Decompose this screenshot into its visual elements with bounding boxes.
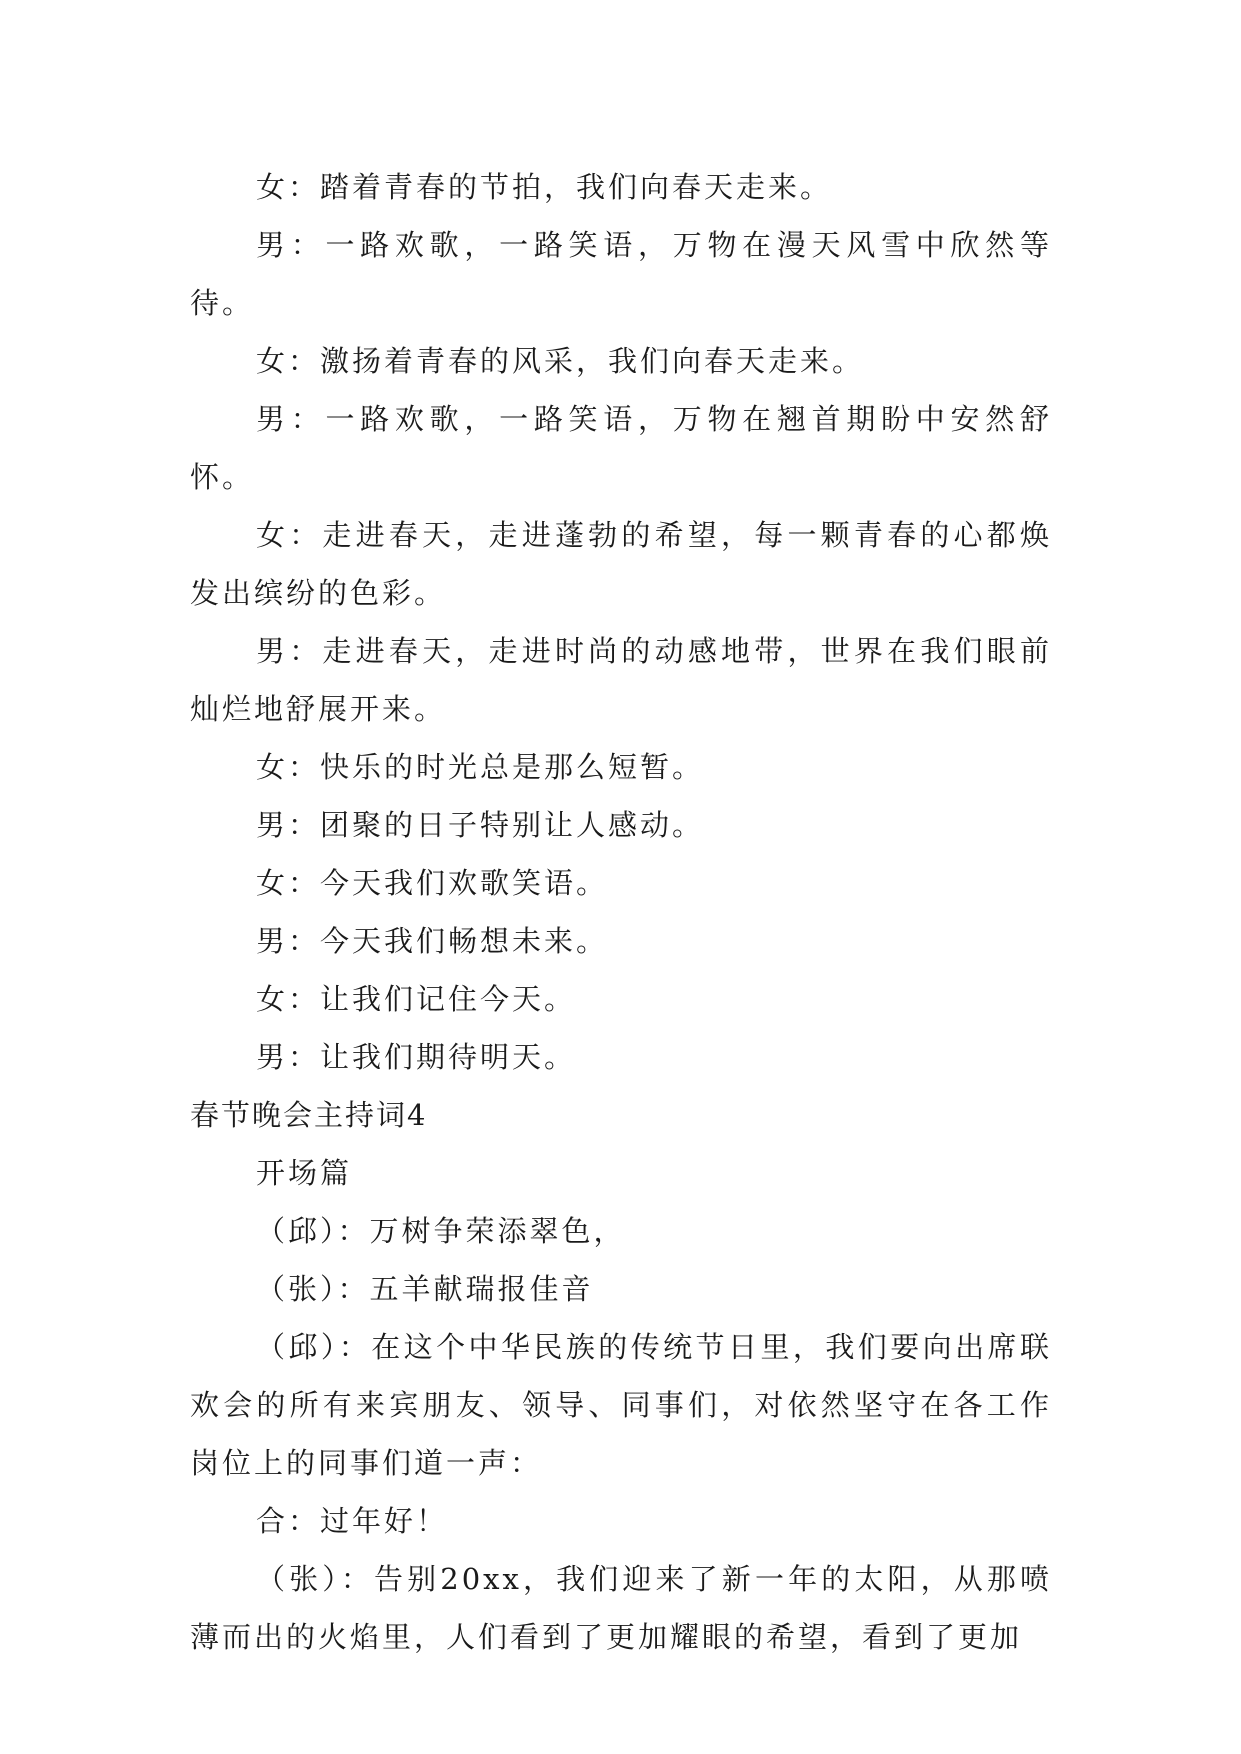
document-body xyxy=(190,158,1052,1666)
paragraph: 女：快乐的时光总是那么短暂。 xyxy=(256,750,705,784)
paragraph: 男：让我们期待明天。 xyxy=(256,1040,577,1074)
section-title: 春节晚会主持词4 xyxy=(190,1098,428,1132)
paragraph: 女：踏着青春的节拍，我们向春天走来。 xyxy=(256,170,833,204)
paragraph: （张）：五羊献瑞报佳音 xyxy=(256,1272,594,1306)
paragraph: （邱）：在这个中华民族的传统节日里，我们要向出席联欢会的所有来宾朋友、领导、同事们，对依然坚守在各工作岗位上的同事们道一声： xyxy=(190,1330,1052,1480)
paragraph: 合：过年好！ xyxy=(256,1504,449,1538)
paragraph: 女：走进春天，走进蓬勃的希望，每一颗青春的心都焕发出缤纷的色彩。 xyxy=(190,518,1052,610)
paragraph: 男：今天我们畅想未来。 xyxy=(256,924,609,958)
paragraph: 男：一路欢歌，一路笑语，万物在漫天风雪中欣然等待。 xyxy=(190,228,1052,320)
paragraph: 男：一路欢歌，一路笑语，万物在翘首期盼中安然舒怀。 xyxy=(190,402,1052,494)
paragraph: 女：让我们记住今天。 xyxy=(256,982,577,1016)
paragraph: 女：激扬着青春的风采，我们向春天走来。 xyxy=(256,344,865,378)
paragraph: （邱）：万树争荣添翠色， xyxy=(256,1214,626,1248)
section-subtitle: 开场篇 xyxy=(256,1156,353,1190)
paragraph: 男：走进春天，走进时尚的动感地带，世界在我们眼前灿烂地舒展开来。 xyxy=(190,634,1052,726)
paragraph: 男：团聚的日子特别让人感动。 xyxy=(256,808,705,842)
paragraph: 女：今天我们欢歌笑语。 xyxy=(256,866,609,900)
paragraph: （张）：告别20xx，我们迎来了新一年的太阳，从那喷薄而出的火焰里，人们看到了更加耀眼的希望，看到了更加 xyxy=(190,1562,1052,1654)
